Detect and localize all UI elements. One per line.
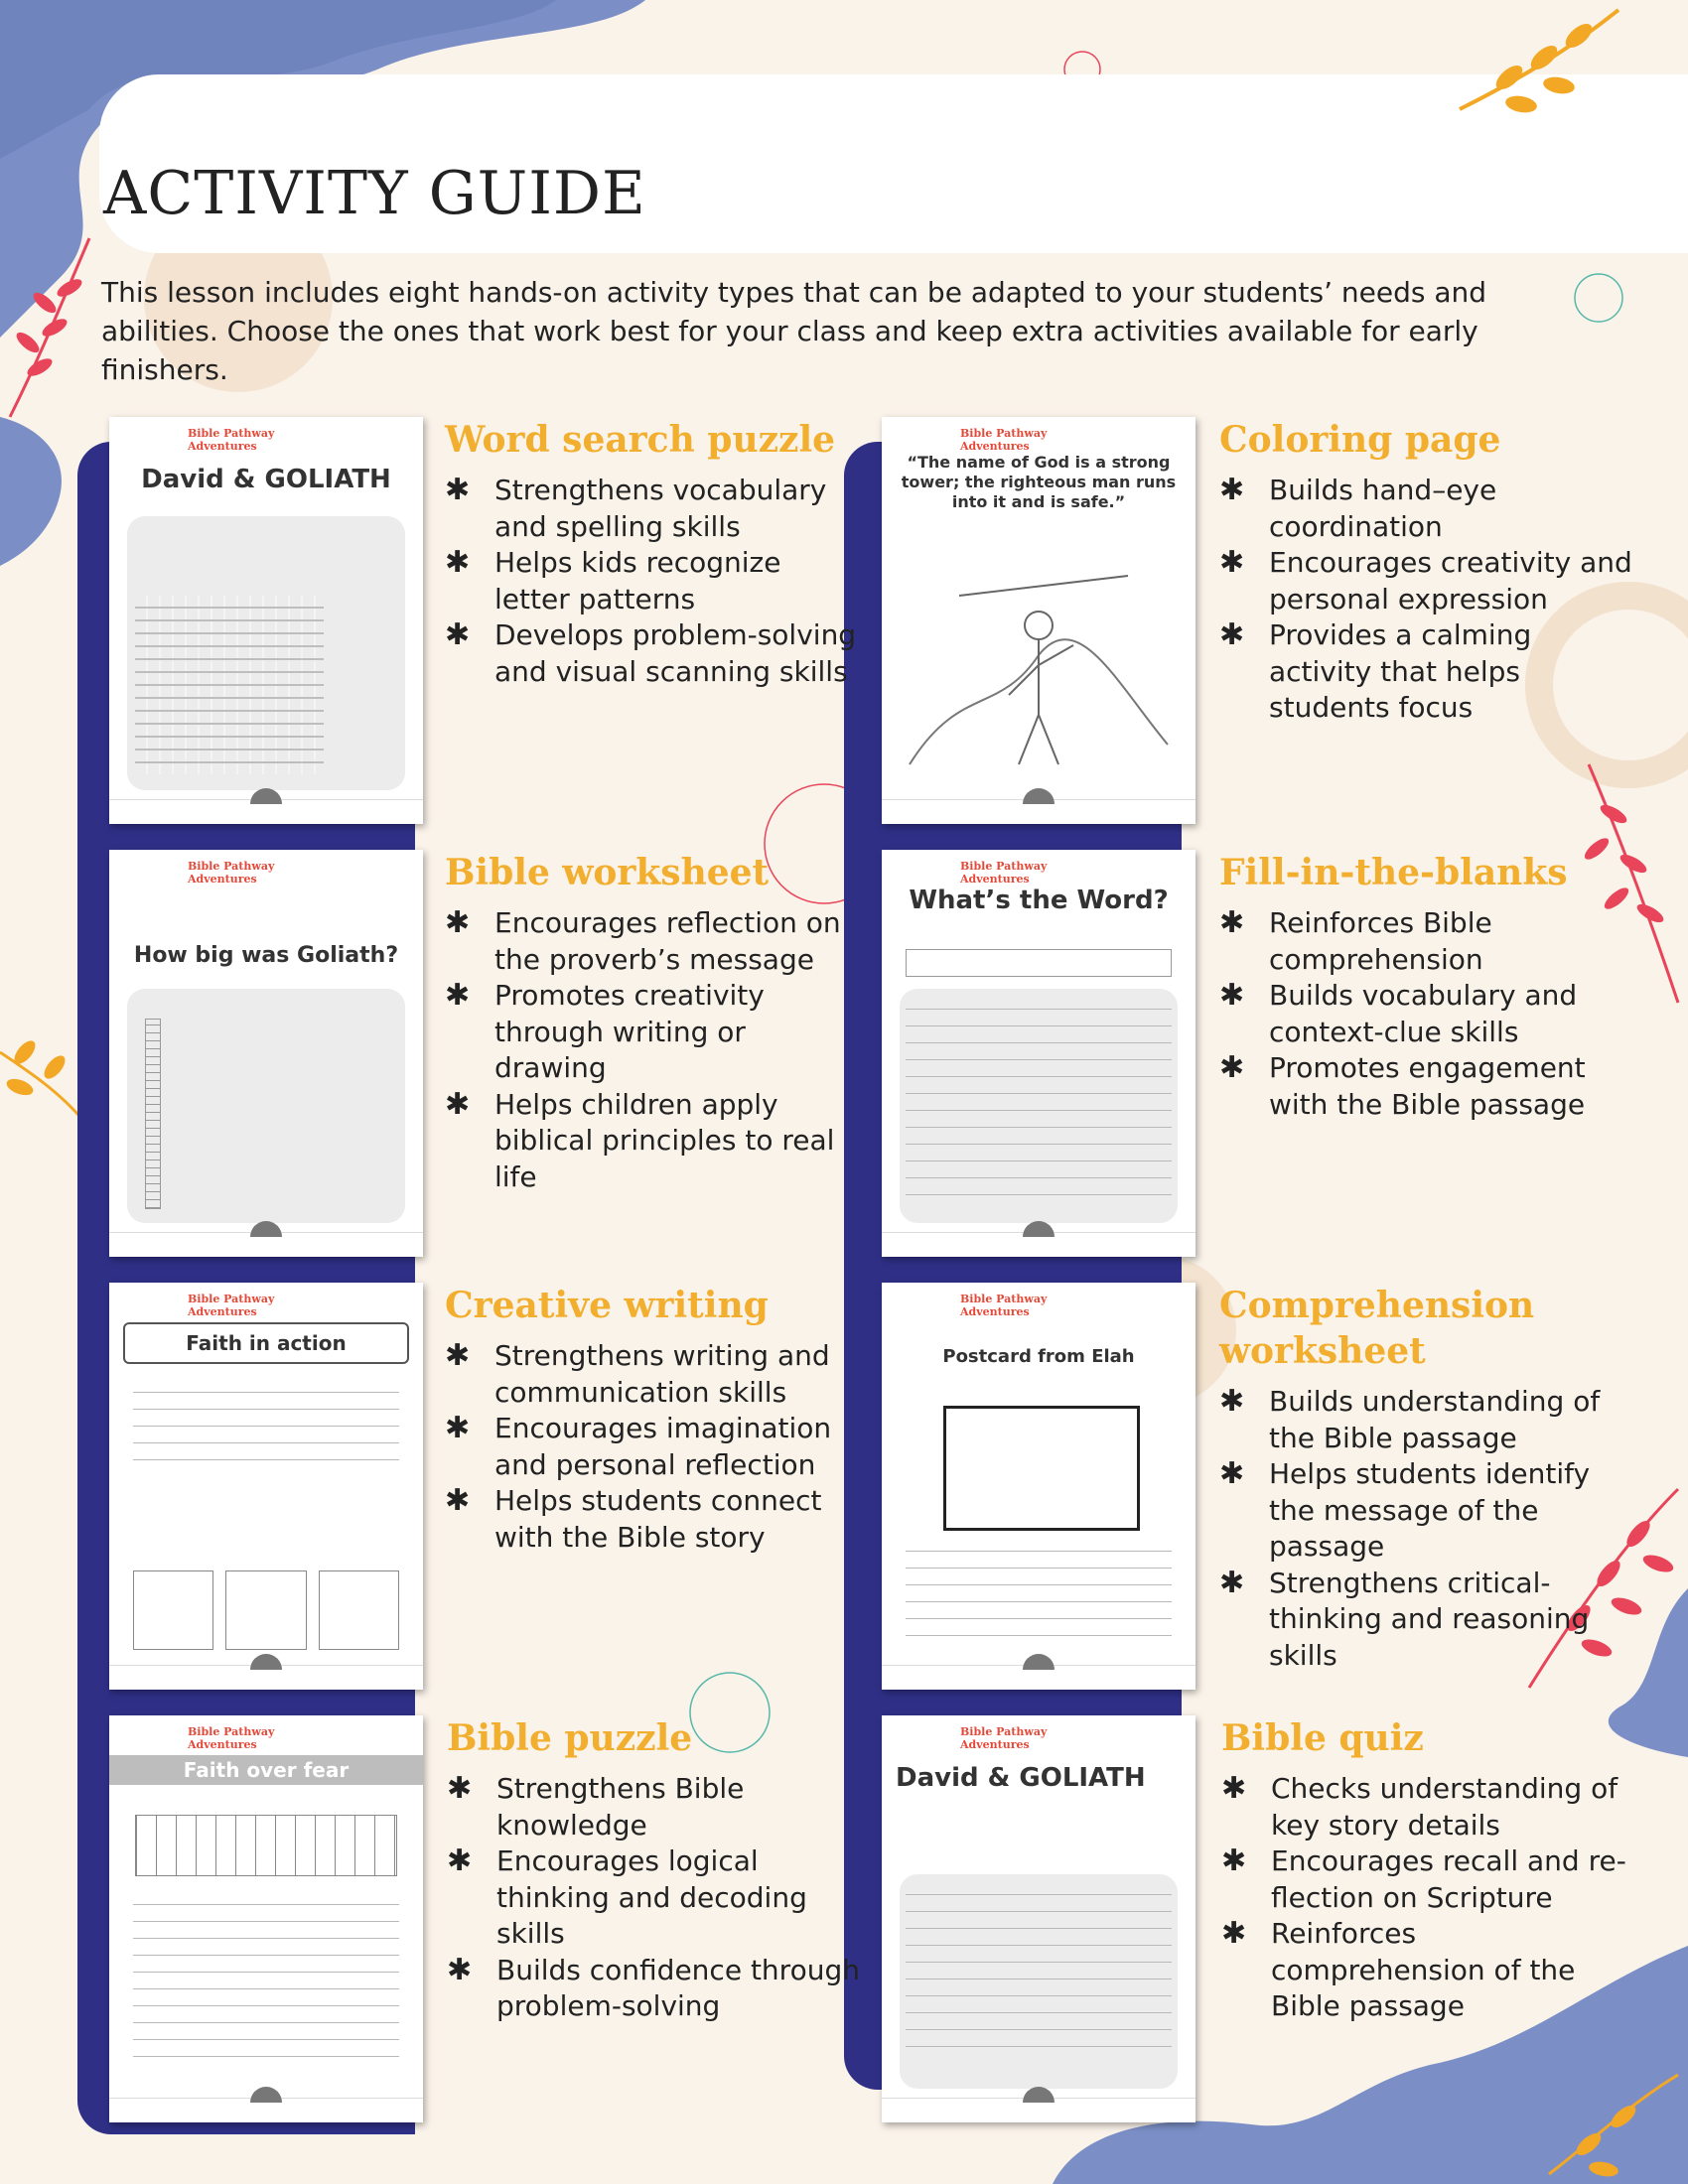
bullet-list [1219, 1384, 1636, 1674]
asterisk-icon: ✱ [1219, 473, 1245, 507]
bullet-item: ✱ Helps students identify the message of the passage [1219, 1456, 1591, 1563]
thumb-title: David & GOLIATH [896, 1763, 1146, 1793]
section-fill-in-blanks [1219, 850, 1636, 1123]
bullet-item: ✱ Builds hand–eye coordination [1219, 473, 1497, 543]
bullet-item: ✱ Strengthens critical-thinking and reasoning skills [1219, 1565, 1590, 1672]
writing-lines [133, 1392, 399, 1476]
thumb-bible-worksheet [109, 850, 423, 1257]
thumb-logo: Bible Pathway Adventures [960, 860, 1048, 886]
bullet-item: ✱ Builds vocabulary and context-clue skills [1219, 978, 1578, 1048]
asterisk-icon: ✱ [445, 1411, 471, 1445]
section-bible-puzzle [447, 1715, 864, 2025]
thumb-bible-quiz [882, 1715, 1196, 2122]
red-leaf-sprig-left-icon [0, 228, 109, 427]
bullet-list [1219, 473, 1636, 727]
thumb-creative-writing [109, 1283, 423, 1690]
thumb-footer [882, 2098, 1196, 2122]
bullet-list [445, 473, 862, 690]
asterisk-icon: ✱ [445, 1338, 471, 1373]
section-heading: Coloring page [1219, 419, 1501, 461]
bullet-list [1221, 1771, 1638, 2025]
bullet-item: ✱ Helps children apply biblical principles to real life [445, 1086, 835, 1193]
asterisk-icon: ✱ [445, 617, 471, 652]
section-bible-worksheet [445, 850, 862, 1195]
asterisk-icon: ✱ [1219, 1050, 1245, 1085]
thumb-logo: Bible Pathway Adventures [188, 860, 275, 886]
yellow-leaf-sprig-left-icon [0, 1013, 89, 1132]
section-word-search [445, 417, 862, 690]
section-heading: Comprehension worksheet [1219, 1285, 1535, 1372]
thumb-footer [882, 1232, 1196, 1257]
bullet-item: ✱ Strengthens vocabulary and spelling skills [445, 473, 827, 543]
thumb-logo: Bible Pathway Adventures [960, 1725, 1048, 1751]
section-heading: Bible puzzle [447, 1717, 693, 1759]
yellow-leaf-sprig-top-icon [1450, 0, 1628, 119]
coloring-illustration-icon [900, 566, 1178, 794]
answer-lines [906, 1551, 1172, 1652]
asterisk-icon: ✱ [1219, 545, 1245, 580]
bullet-item: ✱ Helps students connect with the Bible story [445, 1483, 822, 1554]
thumb-title: David & GOLIATH [141, 465, 391, 494]
thumb-title: “The name of God is a strong tower; the righteous man runs into it and is safe.” [901, 453, 1177, 511]
thumb-coloring [882, 417, 1196, 824]
answer-lines [133, 1904, 399, 2073]
asterisk-icon: ✱ [1219, 905, 1245, 940]
word-bank-graphic [906, 949, 1172, 977]
section-heading: Bible quiz [1221, 1717, 1424, 1759]
thumb-comprehension [882, 1283, 1196, 1690]
section-heading: Creative writing [445, 1285, 769, 1326]
bullet-item: ✱ Encourages creativity and personal expression [1219, 545, 1632, 615]
bullet-item: ✱ Reinforces comprehension of the Bible passage [1221, 1916, 1576, 2022]
asterisk-icon: ✱ [1219, 1384, 1245, 1419]
bullet-item: ✱ Helps kids recognize letter patterns [445, 545, 781, 615]
asterisk-icon: ✱ [447, 1771, 473, 1806]
asterisk-icon: ✱ [1219, 1456, 1245, 1491]
thumb-logo: Bible Pathway Adventures [188, 1725, 275, 1751]
section-heading: Word search puzzle [445, 419, 836, 461]
thumb-logo: Bible Pathway Adventures [188, 1293, 275, 1318]
bullet-item: ✱ Encourages logical thinking and decoding skills [447, 1843, 807, 1950]
asterisk-icon: ✱ [445, 905, 471, 940]
thumb-footer [109, 1665, 423, 1690]
bullet-item: ✱ Encourages imagination and personal reflection [445, 1411, 832, 1481]
thumb-footer [882, 1665, 1196, 1690]
answer-boxes [133, 1570, 399, 1650]
postcard-graphic [943, 1406, 1140, 1531]
section-coloring [1219, 417, 1636, 727]
bullet-list [447, 1771, 864, 2025]
blank-lines [906, 1009, 1172, 1211]
bullet-item: ✱ Promotes engagement with the Bible passage [1219, 1050, 1586, 1121]
thumb-logo: Bible Pathway Adventures [960, 427, 1048, 453]
ruler-graphic [145, 1019, 161, 1209]
thumb-footer [882, 799, 1196, 824]
asterisk-icon: ✱ [1219, 617, 1245, 652]
thumb-title: How big was Goliath? [133, 943, 399, 968]
thumb-fill-in-blanks [882, 850, 1196, 1257]
thumb-word-search [109, 417, 423, 824]
page-title: ACTIVITY GUIDE [103, 159, 646, 228]
asterisk-icon: ✱ [445, 545, 471, 580]
bullet-item: ✱ Builds understanding of the Bible passage [1219, 1384, 1601, 1454]
thumb-footer [109, 1232, 423, 1257]
bullet-item: ✱ Strengthens writing and communication skills [445, 1338, 830, 1409]
bullet-item: ✱ Encourages recall and re-flection on Scripture [1221, 1843, 1626, 1914]
thumb-footer [109, 2098, 423, 2122]
bullet-item: ✱ Encourages reflection on the proverb’s message [445, 905, 841, 976]
asterisk-icon: ✱ [445, 978, 471, 1013]
asterisk-icon: ✱ [445, 473, 471, 507]
bullet-item: ✱ Promotes creativity through writing or drawing [445, 978, 765, 1084]
section-creative-writing [445, 1283, 862, 1556]
section-bible-quiz [1221, 1715, 1638, 2025]
word-grid-graphic [135, 596, 324, 774]
thumb-title: What’s the Word? [909, 886, 1169, 915]
asterisk-icon: ✱ [445, 1086, 471, 1122]
thumb-panel [127, 989, 405, 1223]
thumb-title: Faith in action [123, 1322, 409, 1364]
intro-paragraph: This lesson includes eight hands-on activity types that can be adapted to your students’ needs and abilities. Choose the ones that work best for your class and keep extra activities available for early finishers. [101, 276, 1487, 386]
thumb-bible-puzzle [109, 1715, 423, 2122]
asterisk-icon: ✱ [447, 1952, 473, 1987]
bullet-item: ✱ Reinforces Bible comprehension [1219, 905, 1492, 976]
bullet-item: ✱ Checks understanding of key story details [1221, 1771, 1618, 1842]
bullet-item: ✱ Strengthens Bible knowledge [447, 1771, 745, 1842]
thumb-title: Postcard from Elah [942, 1346, 1135, 1367]
bullet-list [445, 905, 862, 1195]
bullet-item: ✱ Develops problem-solving and visual scanning skills [445, 617, 857, 688]
asterisk-icon: ✱ [1221, 1771, 1247, 1806]
thumb-title: Faith over fear [109, 1755, 423, 1785]
bullet-list [1219, 905, 1636, 1123]
asterisk-icon: ✱ [445, 1483, 471, 1518]
asterisk-icon: ✱ [1219, 978, 1245, 1013]
thumb-logo: Bible Pathway Adventures [960, 1293, 1048, 1318]
section-comprehension [1219, 1283, 1636, 1674]
yellow-leaf-sprig-bottom-icon [1529, 2065, 1688, 2184]
quiz-lines [906, 1894, 1172, 2063]
asterisk-icon: ✱ [447, 1843, 473, 1878]
bullet-item: ✱ Builds confidence through problem-solving [447, 1952, 860, 2022]
asterisk-icon: ✱ [1221, 1843, 1247, 1878]
section-heading: Bible worksheet [445, 852, 770, 893]
bullet-list [445, 1338, 862, 1556]
section-heading: Fill-in-the-blanks [1219, 852, 1568, 893]
asterisk-icon: ✱ [1219, 1565, 1245, 1600]
bullet-item: ✱ Provides a calming activity that helps students focus [1219, 617, 1532, 724]
thumb-footer [109, 799, 423, 824]
cipher-grid-graphic [135, 1815, 397, 1876]
thumb-logo: Bible Pathway Adventures [188, 427, 275, 453]
asterisk-icon: ✱ [1221, 1916, 1247, 1951]
